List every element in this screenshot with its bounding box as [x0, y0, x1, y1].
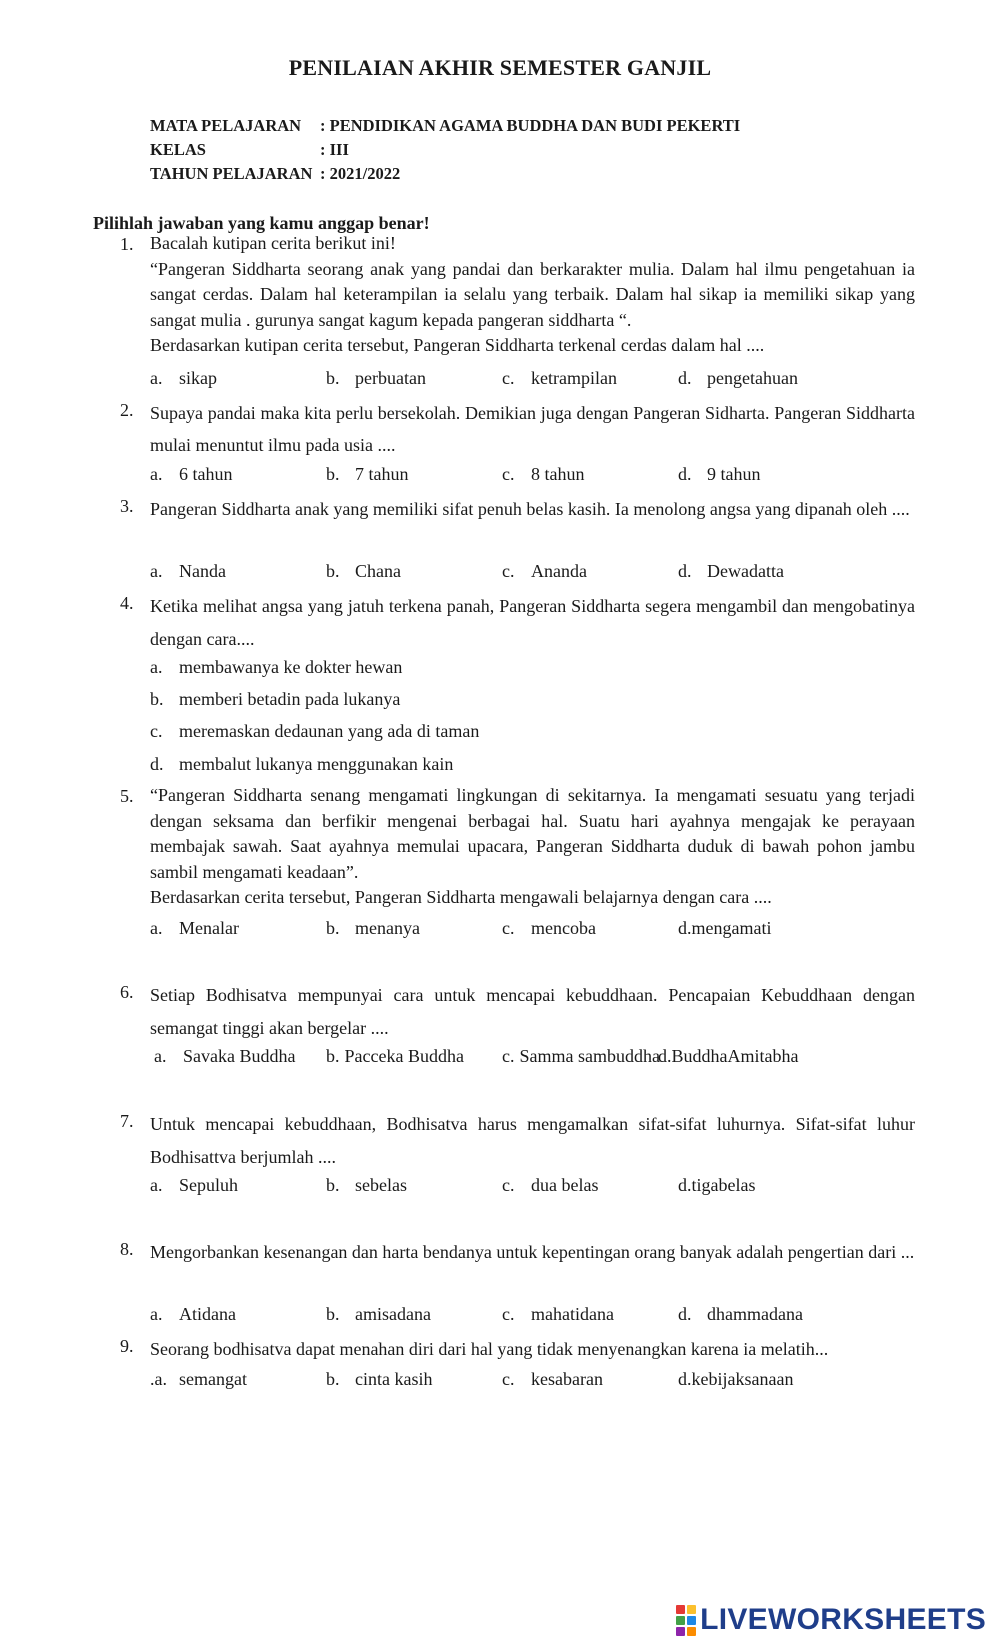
meta-key: KELAS — [150, 140, 206, 159]
question-number: 7. — [120, 1111, 134, 1131]
option-b[interactable]: b. cinta kasih — [326, 1369, 433, 1389]
option-b[interactable]: b. Chana — [326, 561, 401, 581]
question-line: “Pangeran Siddharta seorang anak yang pandai dan berkarakter mulia. Dalam hal ilmu pengetahuan ia sangat cerdas. Dalam hal keterampilan ia selalu yang terbaik. Dalam hal sikap ia memiliki sikap yang sangat mulia . gurunya sangat kagum kepada pangeran siddharta “. — [150, 258, 915, 330]
question-2 — [120, 397, 915, 461]
logo-blocks-icon — [676, 1605, 696, 1636]
option-b[interactable]: b. amisadana — [326, 1304, 431, 1324]
option-a[interactable]: a. Nanda — [150, 561, 226, 581]
option-d[interactable]: d.mengamati — [678, 918, 772, 938]
question-line: Untuk mencapai kebuddhaan, Bodhisatva harus mengamalkan sifat-sifat luhurnya. Sifat-sifat luhur Bodhisattva berjumlah .... — [150, 1114, 915, 1167]
option-a[interactable]: a. Atidana — [150, 1304, 236, 1324]
question-line: Berdasarkan kutipan cerita tersebut, Pangeran Siddharta terkenal cerdas dalam hal .... — [150, 335, 765, 355]
question-3 — [120, 493, 915, 526]
meta-value: : PENDIDIKAN AGAMA BUDDHA DAN BUDI PEKERTI — [320, 116, 741, 135]
option-b[interactable]: b. memberi betadin pada lukanya — [150, 689, 401, 709]
question-text — [150, 1236, 915, 1269]
option-d[interactable]: d.tigabelas — [678, 1175, 756, 1195]
option-a[interactable]: .a. semangat — [150, 1369, 247, 1389]
question-1 — [120, 231, 915, 359]
option-a[interactable]: a. Menalar — [150, 918, 239, 938]
option-b[interactable]: b. perbuatan — [326, 368, 426, 388]
meta-row-subject — [150, 114, 740, 138]
question-line: “Pangeran Siddharta senang mengamati lingkungan di sekitarnya. Ia mengamati sesuatu yang terjadi dengan seksama dan berfikir mengenai berbagai hal. Suatu hari ayahnya mengajak ke perayaan membajak sawah. Saat ayahnya memulai upacara, Pangeran Siddharta duduk di bawah pohon jambu sambil mengamati keadaan”. — [150, 785, 915, 882]
question-9 — [120, 1333, 915, 1366]
option-c[interactable]: c. dua belas — [502, 1175, 599, 1195]
option-d[interactable]: d. Dewadatta — [678, 561, 784, 581]
exam-meta — [150, 114, 740, 186]
option-a[interactable]: a. Sepuluh — [150, 1175, 239, 1195]
option-c[interactable]: c. 8 tahun — [502, 464, 585, 484]
question-text — [150, 1333, 915, 1366]
meta-key: MATA PELAJARAN — [150, 116, 302, 135]
meta-key: TAHUN PELAJARAN — [150, 164, 313, 183]
question-6 — [120, 979, 915, 1045]
question-text — [150, 231, 915, 359]
option-c[interactable]: c. mahatidana — [502, 1304, 614, 1324]
question-line: Mengorbankan kesenangan dan harta bendanya untuk kepentingan orang banyak adalah pengertian dari ... — [150, 1242, 915, 1262]
liveworksheets-logo[interactable] — [676, 1604, 986, 1636]
meta-value: : 2021/2022 — [320, 164, 401, 183]
question-line: Supaya pandai maka kita perlu bersekolah. Demikian juga dengan Pangeran Sidharta. Pangeran Siddharta mulai menuntut ilmu pada usia .... — [150, 403, 915, 455]
option-a[interactable]: a. sikap — [150, 368, 217, 388]
option-b[interactable]: b. menanya — [326, 918, 420, 938]
page-title: PENILAIAN AKHIR SEMESTER GANJIL — [288, 55, 712, 80]
option-b[interactable]: b. 7 tahun — [326, 464, 409, 484]
option-a[interactable]: a. 6 tahun — [150, 464, 233, 484]
question-text — [150, 397, 915, 461]
meta-value: : III — [320, 140, 349, 159]
options-6 — [150, 1043, 930, 1069]
question-number: 3. — [120, 496, 134, 516]
question-4 — [120, 590, 915, 656]
options-3 — [150, 558, 930, 584]
question-text — [150, 590, 915, 656]
options-7 — [150, 1172, 930, 1198]
option-c[interactable]: c. ketrampilan — [502, 368, 617, 388]
option-c[interactable]: c. Ananda — [502, 561, 587, 581]
option-c[interactable]: c. Samma sambuddha — [502, 1046, 660, 1066]
options-9 — [150, 1366, 930, 1392]
options-5 — [150, 915, 930, 941]
question-5 — [120, 783, 915, 911]
option-d[interactable]: d.kebijaksanaan — [678, 1369, 794, 1389]
option-a[interactable]: a. Savaka Buddha — [154, 1046, 296, 1066]
option-d[interactable]: d. dhammadana — [678, 1304, 803, 1324]
question-number: 5. — [120, 786, 134, 806]
option-d[interactable]: d. membalut lukanya menggunakan kain — [150, 754, 454, 774]
question-line: Pangeran Siddharta anak yang memiliki sifat penuh belas kasih. Ia menolong angsa yang dipanah oleh .... — [150, 499, 910, 519]
question-line: Ketika melihat angsa yang jatuh terkena panah, Pangeran Siddharta segera mengambil dan mengobatinya dengan cara.... — [150, 596, 915, 649]
question-text — [150, 1108, 915, 1174]
option-b[interactable]: b. Pacceka Buddha — [326, 1046, 464, 1066]
question-number: 2. — [120, 400, 134, 420]
question-line: Setiap Bodhisatva mempunyai cara untuk mencapai kebuddhaan. Pencapaian Kebuddhaan dengan semangat tinggi akan bergelar .... — [150, 985, 915, 1038]
options-8 — [150, 1301, 930, 1327]
option-d[interactable]: d. pengetahuan — [678, 368, 798, 388]
question-line: Berdasarkan cerita tersebut, Pangeran Siddharta mengawali belajarnya dengan cara .... — [150, 887, 772, 907]
option-d[interactable]: d.BuddhaAmitabha — [658, 1046, 799, 1066]
question-number: 8. — [120, 1239, 134, 1259]
question-7 — [120, 1108, 915, 1174]
options-1 — [150, 365, 930, 391]
question-line: Bacalah kutipan cerita berikut ini! — [150, 233, 396, 253]
options-2 — [150, 461, 930, 487]
question-number: 1. — [120, 234, 134, 254]
question-text — [150, 783, 915, 911]
option-a[interactable]: a. membawanya ke dokter hewan — [150, 657, 403, 677]
question-number: 6. — [120, 982, 134, 1002]
meta-row-class — [150, 138, 740, 162]
question-text — [150, 979, 915, 1045]
question-text — [150, 493, 915, 526]
question-number: 4. — [120, 593, 134, 613]
option-c[interactable]: c. meremaskan dedaunan yang ada di taman — [150, 721, 480, 741]
option-c[interactable]: c. kesabaran — [502, 1369, 603, 1389]
logo-text: LIVEWORKSHEETS — [700, 1603, 986, 1636]
question-number: 9. — [120, 1336, 134, 1356]
option-d[interactable]: d. 9 tahun — [678, 464, 761, 484]
instruction: Pilihlah jawaban yang kamu anggap benar! — [93, 213, 430, 233]
meta-row-year — [150, 162, 740, 186]
question-line: Seorang bodhisatva dapat menahan diri dari hal yang tidak menyenangkan karena ia melatih... — [150, 1339, 829, 1359]
option-c[interactable]: c. mencoba — [502, 918, 596, 938]
option-b[interactable]: b. sebelas — [326, 1175, 407, 1195]
question-8 — [120, 1236, 915, 1269]
